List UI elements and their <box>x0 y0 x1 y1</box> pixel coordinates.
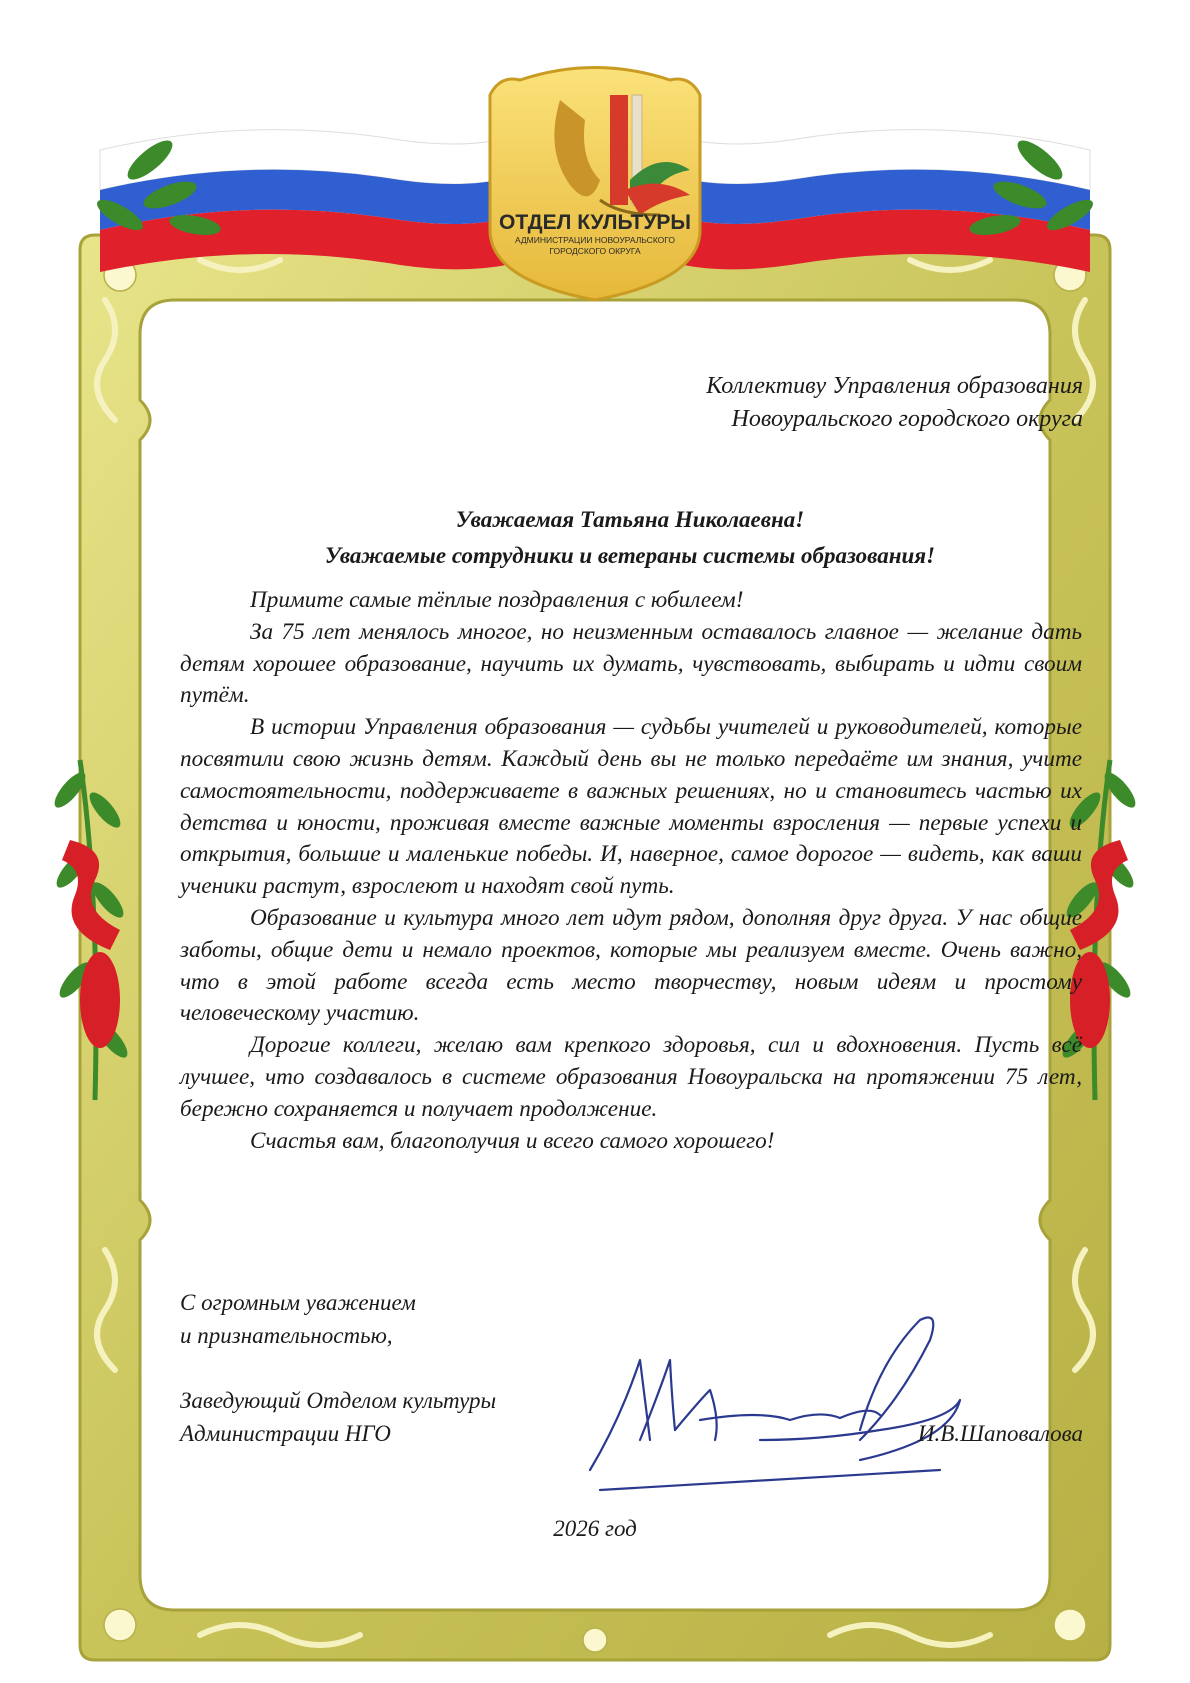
letter-body <box>180 585 1082 1157</box>
letter-year: 2026 год <box>553 1516 637 1541</box>
emblem-caption <box>490 205 700 265</box>
paragraph-4: Образование и культура много лет идут рядом, дополняя друг друга. У нас общие заботы, общие дети и немало проектов, которые мы реализуем вместе. Очень важно, что в этой работе всегда есть место творчеству, новым идеям и простому человеческому участию. <box>180 904 1082 1027</box>
paragraph-5: Дорогие коллеги, желаю вам крепкого здоровья, сил и вдохновения. Пусть всё лучшее, что создавалось в системе образования Новоуральска на протяжении 75 лет, бережно сохраняется и получает продолжение. <box>180 1032 1082 1122</box>
closing-line-1: С огромным уважением <box>180 1290 416 1315</box>
signer-position-line-1: Заведующий Отделом культуры <box>180 1388 497 1413</box>
greeting-line-1: Уважаемая Татьяна Николаевна! <box>455 507 805 532</box>
addressee-line-1: Коллективу Управления образования <box>706 373 1083 399</box>
greeting-block <box>180 502 1080 574</box>
closing-block <box>180 1286 600 1352</box>
emblem-subtitle-1: АДМИНИСТРАЦИИ НОВОУРАЛЬСКОГО <box>514 235 676 245</box>
greeting-line-2: Уважаемые сотрудники и ветераны системы образования! <box>324 543 936 568</box>
paragraph-2: За 75 лет менялось многое, но неизменным оставалось главное — желание дать детям хорошее образование, научить их думать, чувствовать, выбирать и идти своим путём. <box>180 618 1082 709</box>
signer-name: И.В.Шаповалова <box>917 1421 1083 1446</box>
signer-position <box>180 1384 600 1450</box>
paragraph-3: В истории Управления образования — судьбы учителей и руководителей, которые посвятили свою жизнь детям. Каждый день вы не только передаёте им знания, учите самостоятельности, поддерживаете в важных решениях, но и становитесь частью их детства и юности, проживая вместе важные моменты взросления — первые успехи и открытия, большие и маленькие победы. И, наверное, самое дорогое — видеть, как ваши ученики растут, взрослеют и находят свой путь. <box>180 714 1082 900</box>
addressee-line-2: Новоуральского городского округа <box>731 406 1083 432</box>
signer-position-line-2: Администрации НГО <box>180 1421 391 1446</box>
emblem-title: ОТДЕЛ КУЛЬТУРЫ <box>499 211 691 234</box>
addressee-block <box>483 370 1083 436</box>
emblem-subtitle-2: ГОРОДСКОГО ОКРУГА <box>549 246 641 256</box>
closing-line-2: и признательностью, <box>180 1323 393 1348</box>
paragraph-6: Счастья вам, благополучия и всего самого хорошего! <box>250 1127 775 1154</box>
paragraph-1: Примите самые тёплые поздравления с юбилеем! <box>250 587 744 613</box>
